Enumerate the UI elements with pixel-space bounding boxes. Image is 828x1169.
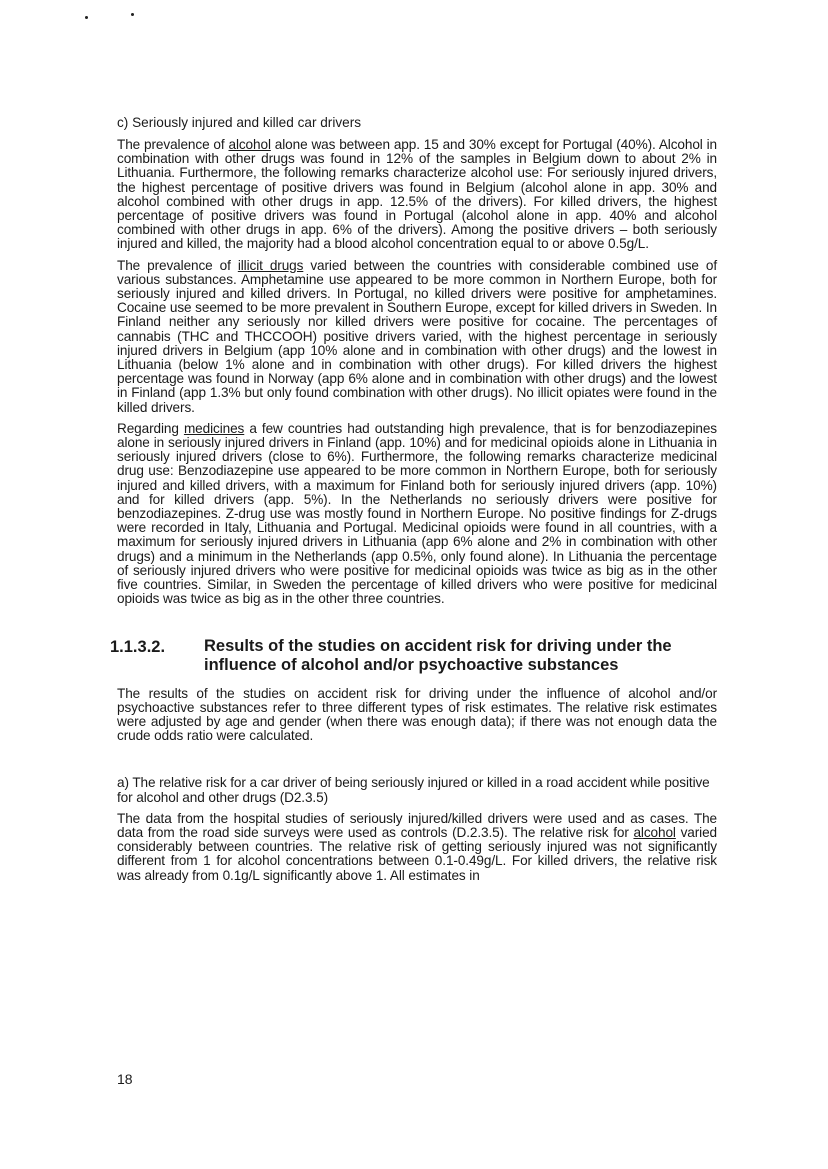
subsection-a-title: a) The relative risk for a car driver of being seriously injured or killed in a road accident while positive for alcohol and other drugs (D2.3.5) [117,775,710,805]
paragraph-illicit-drugs [117,259,717,415]
section-title: Results of the studies on accident risk for driving under the influence of alcohol and/or psychoactive substances [204,636,672,674]
scan-speck [85,16,88,19]
paragraph-medicines [117,422,717,607]
spacer [117,750,717,776]
scan-speck [131,13,134,16]
text-span: varied considerably between countries. The relative risk of getting seriously injured was not significantly different from 1 for alcohol concentrations between 0.1-0.49g/L. For killed drivers, the relative risk was already from 0.1g/L significantly above 1. All estimates in [117,824,717,883]
text-span: Regarding [117,420,184,436]
text-span: The prevalence of [117,257,238,273]
paragraph-alcohol [117,138,717,252]
subsection-c-title: c) Seriously injured and killed car drivers [117,115,362,130]
page-content [110,115,718,890]
text-span: alone was between app. 15 and 30% except for Portugal (40%). Alcohol in combination with other drugs was found in 12% of the samples in Belgium down to about 2% in Lithuania. Furthermore, the following remarks characterize alcohol use: For seriously injured drivers, the highest percentage of positive drivers was found in Belgium (alcohol alone in app. 30% and alcohol combined with other drugs in app. 12.5% of the drivers). For killed drivers, the highest percentage of positive drivers was found in Portugal (alcohol alone in app. 40% and alcohol combined with other drugs in app. 6% of the drivers). Among the positive drivers – both seriously injured and killed, the majority had a blood alcohol concentration equal to or above 0.5g/L. [117,137,718,252]
underlined-term-alcohol: alcohol [633,824,676,840]
paragraph-intro: The results of the studies on accident risk for driving under the influence of alcohol and/or psychoactive substances refer to three different types of risk estimates. The relative risk estimates were adjusted by age and gender (when there was enough data); if there was not enough data the crude odds ratio were calculated. [117,685,717,744]
page-number: 18 [117,1071,133,1087]
text-span: The prevalence of [117,137,229,152]
underlined-term-alcohol: alcohol [228,137,271,152]
text-span: The data from the hospital studies of seriously injured/killed drivers were used and as cases. The data from the road side surveys were used as controls (D.2.3.5). The relative risk for [117,810,717,840]
section-heading [110,637,717,675]
paragraph-relative-risk [117,812,717,883]
underlined-term-illicit-drugs: illicit drugs [237,257,304,273]
text-span: varied between the countries with considerable combined use of various substances. Amphetamine use appeared to be more common in Northern Europe, both for seriously injured and killed drivers. In Portugal, no killed drivers were positive for amphetamines. Cocaine use seemed to be more prevalent in Southern Europe, except for killed drivers in Sweden. In Finland neither any seriously nor killed drivers were positive for cocaine. The percentages of cannabis (THC and THCCOOH) positive drivers varied, with the highest percentage in seriously injured drivers in Belgium (app 10% alone and in combination with other drugs) and the lowest in Lithuania (below 1% alone and in combination with other drugs). For killed drivers the highest percentage was found in Norway (app 6% alone and in combination with other drugs) and the lowest in Finland (app 1.3% but only found combination with other drugs). No illicit opiates were found in the killed drivers. [117,257,718,415]
section-number: 1.1.3.2. [110,637,166,656]
text-span: a few countries had outstanding high prevalence, that is for benzodiazepines alone in seriously injured drivers in Finland (app. 10%) and for medicinal opioids alone in Lithuania in seriously injured drivers (close to 6%). Furthermore, the following remarks characterize medicinal drug use: Benzodiazepine use appeared to be more common in Northern Europe, both for seriously injured and killed drivers, with a maximum for Finland both for seriously injured drivers (app. 10%) and for killed drivers (app. 5%). In the Netherlands no seriously drivers were positive for benzodiazepines. Z-drug use was mostly found in Northern Europe. No positive findings for Z-drugs were recorded in Italy, Lithuania and Portugal. Medicinal opioids were found in all countries, with a maximum for seriously injured drivers in Lithuania (app 6% alone and 2% in combination with other drugs) and a minimum in the Netherlands (app 0.5%, only found alone). In Lithuania the percentage of seriously injured drivers who were positive for medicinal opioids was twice as big as in the other five countries. Similar, in Sweden the percentage of killed drivers who were positive for medicinal opioids was twice as big as in the other three countries. [117,420,717,607]
underlined-term-medicines: medicines [183,420,245,436]
